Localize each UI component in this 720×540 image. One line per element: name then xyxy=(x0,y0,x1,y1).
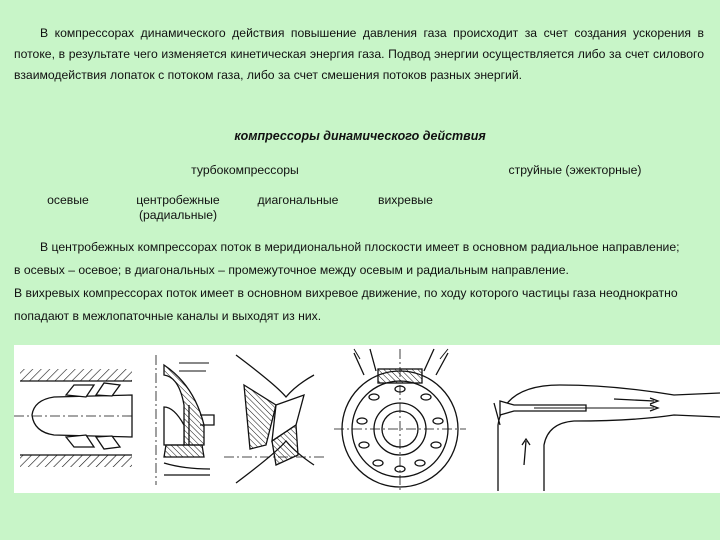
classification-title: компрессоры динамического действия xyxy=(234,129,486,143)
group-turbo-label: турбокомпрессоры xyxy=(191,163,299,177)
vortex-compressor-drawing xyxy=(334,349,466,491)
type-centrifugal-name: центробежные xyxy=(136,193,220,207)
centrifugal-compressor-drawing xyxy=(156,355,214,485)
flow-line-3: В вихревых компрессорах поток имеет в основном вихревое движение, по ходу которого частицы газа неоднократно xyxy=(14,286,678,300)
intro-paragraph: В компрессорах динамического действия повышение давления газа происходит за счет создания ускорения в потоке, в результате чего изменяется кинетическая энергия газа. Подвод энергии осуществляется либо за счет силового взаимодействия лопаток с потоком газа, либо за счет смешения потоков разных энергий. xyxy=(14,26,704,82)
type-centrifugal-label xyxy=(128,193,228,223)
flow-line-1: В центробежных компрессорах поток в меридиональной плоскости имеет в основном радиальное направление; xyxy=(40,240,680,254)
flow-text xyxy=(14,236,708,328)
type-diagonal-label: диагональные xyxy=(257,193,339,207)
flow-line-2: в осевых – осевое; в диагональных – промежуточное между осевым и радиальным направление. xyxy=(14,263,569,277)
axial-compressor-drawing xyxy=(14,369,132,467)
jet-compressor-drawing xyxy=(494,385,720,491)
flow-line-4: попадают в межлопаточные каналы и выходят из них. xyxy=(14,309,322,323)
type-axial-label: осевые xyxy=(47,193,89,207)
compressor-figures xyxy=(14,345,720,493)
type-centrifugal-note: (радиальные) xyxy=(138,208,218,222)
diagonal-compressor-drawing xyxy=(224,355,326,483)
group-jet-label: струйные (эжекторные) xyxy=(508,163,642,177)
type-vortex-label: вихревые xyxy=(378,193,433,207)
